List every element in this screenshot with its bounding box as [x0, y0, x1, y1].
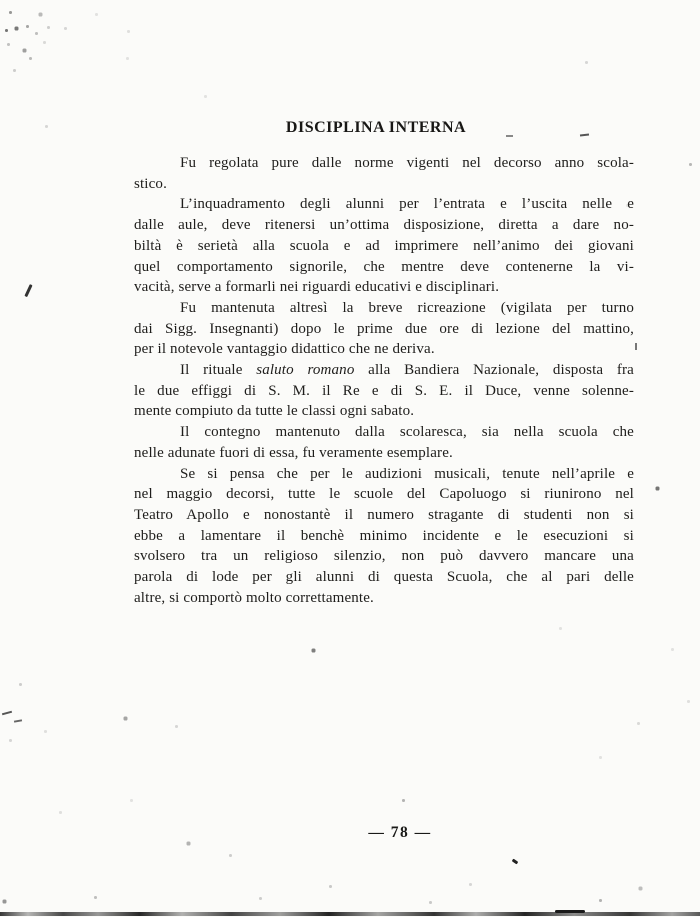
text-line: nel maggio decorsi, tutte le scuole del Capoluogo si riunirono nel — [134, 486, 634, 503]
text-line: stico. — [134, 175, 167, 192]
text-column — [134, 118, 634, 608]
text-line: dalle aule, deve ritenersi un’ottima disposizione, diretta a dare no- — [134, 217, 634, 234]
text-line: quel comportamento signorile, che mentre deve contenerne la vi- — [134, 258, 634, 275]
scan-edge-blob — [555, 910, 585, 913]
text-line: altre, si comportò molto correttamente. — [134, 589, 374, 606]
scan-mark-dash — [14, 719, 22, 722]
scan-mark-tick — [512, 859, 519, 865]
scan-noise-specks — [0, 0, 1, 1]
text-line: per il notevole vantaggio didattico che ne deriva. — [134, 341, 435, 358]
scan-mark-dash — [2, 711, 12, 716]
text-line: Fu regolata pure dalle norme vigenti nel decorso anno scola- — [180, 155, 634, 171]
text-line: Teatro Apollo e nonostantè il numero stragante di studenti non si — [134, 506, 634, 523]
text-line: dai Sigg. Insegnanti) dopo le prime due ore di lezione del mattino, — [134, 320, 634, 337]
text-line: svolsero tra un religioso silenzio, non può davvero mancare una — [134, 548, 634, 565]
text-line: biltà è serietà alla scuola e ad imprimere nell’animo dei giovani — [134, 237, 634, 254]
scan-mark-tick — [635, 343, 637, 350]
document-body — [134, 153, 634, 608]
text-line: parola di lode per gli alunni di questa Scuola, che al pari delle — [134, 569, 634, 586]
scan-mark-slash — [24, 284, 32, 297]
text-line: L’inquadramento degli alunni per l’entrata e l’uscita nelle e — [180, 196, 634, 213]
page-number: — 78 — — [368, 824, 432, 841]
text-line: le due effiggi di S. M. il Re e di S. E. il Duce, venne solenne- — [134, 382, 634, 399]
text-line: Il rituale saluto romano alla Bandiera Nazionale, disposta fra — [180, 362, 634, 379]
scan-edge-shadow — [0, 912, 700, 916]
text-line: Se si pensa che per le audizioni musicali, tenute nell’aprile e — [180, 465, 634, 482]
text-line: nelle adunate fuori di essa, fu veramente esemplare. — [134, 444, 453, 461]
text-line: vacità, serve a formarli nei riguardi educativi e disciplinari. — [134, 279, 500, 296]
text-line: ebbe a lamentare il benchè minimo incidente e le esecuzioni si — [134, 527, 634, 544]
text-line: mente compiuto da tutte le classi ogni sabato. — [134, 403, 415, 420]
text-line: Il contegno mantenuto dalla scolaresca, sia nella scuola che — [180, 424, 634, 441]
page-title: DISCIPLINA INTERNA — [285, 119, 467, 136]
text-line: Fu mantenuta altresì la breve ricreazione (vigilata per turno — [180, 299, 634, 316]
